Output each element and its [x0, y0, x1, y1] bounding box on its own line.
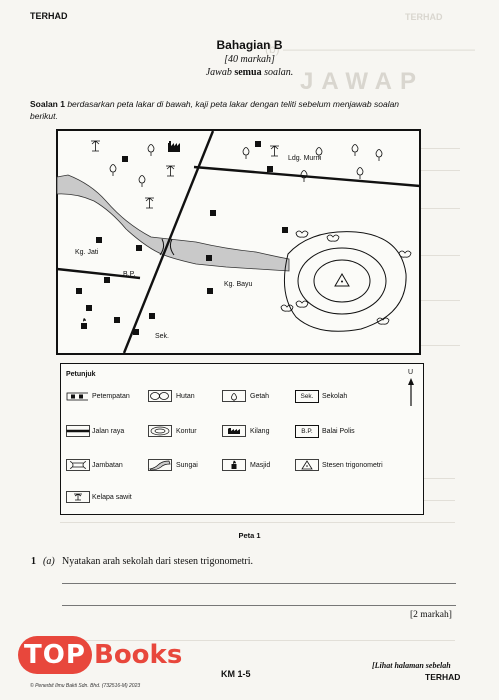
rubber-icon	[222, 390, 246, 402]
question-intro-line1: berdasarkan peta lakar di bawah, kaji peta lakar dengan teliti sebelum menjawab soalan	[64, 99, 400, 109]
legend-label-jambatan: Jambatan	[92, 462, 123, 469]
logo-books-text: Books	[94, 640, 183, 670]
bp-icon: B.P.	[295, 425, 319, 438]
legend-label-kontur: Kontur	[176, 428, 197, 435]
page-code: KM 1-5	[221, 669, 251, 679]
north-label: U	[408, 369, 414, 376]
q1-part: (a)	[43, 556, 55, 567]
instruction-bold: semua	[234, 67, 262, 78]
q1-number: 1	[31, 556, 36, 567]
legend-label-sungai: Sungai	[176, 462, 198, 469]
label-bp: B.P.	[123, 271, 136, 278]
instruction-prefix: Jawab	[205, 67, 235, 78]
label-ldg-murni: Ldg. Murni	[288, 155, 322, 162]
legend-title: Petunjuk	[66, 371, 96, 378]
question-label: Soalan 1	[30, 99, 65, 109]
palm-icon	[66, 491, 90, 503]
next-page-note: [Lihat halaman sebelah	[372, 661, 451, 670]
topbooks-logo	[18, 634, 188, 680]
legend-label-jalan-raya: Jalan raya	[92, 428, 125, 435]
q1-marks: [2 markah]	[410, 610, 452, 620]
logo-top-badge: TOP	[18, 636, 92, 674]
publisher-credit: © Penerbit Ilmu Bakti Sdn. Bhd. (732516-M) 2023	[30, 683, 141, 689]
header-label: TERHAD	[30, 11, 68, 21]
answer-line-1[interactable]	[62, 583, 456, 584]
footer-label: TERHAD	[425, 672, 461, 682]
section-title: Bahagian B	[216, 38, 283, 52]
q1-text: Nyatakan arah sekolah dari stesen trigonometri.	[62, 556, 254, 567]
legend-label-balai-polis: Balai Polis	[322, 428, 355, 435]
settlement-icon	[66, 391, 88, 401]
sek-icon: Sek.	[295, 390, 319, 403]
section-instruction	[0, 67, 499, 78]
map-caption: Peta 1	[238, 531, 261, 540]
label-sek: Sek.	[155, 333, 170, 340]
forest-icon	[148, 390, 172, 402]
trig-icon	[295, 459, 319, 471]
legend-label-petempatan: Petempatan	[92, 393, 130, 400]
instruction-suffix: soalan.	[261, 67, 294, 78]
bridge-icon	[66, 459, 90, 471]
sketch-map	[56, 129, 421, 355]
label-kg-jati: Kg. Jati	[75, 249, 99, 256]
mosque-icon	[222, 459, 246, 471]
north-arrow-icon	[405, 378, 417, 408]
legend-box	[60, 363, 424, 515]
question-intro-line2: berikut.	[30, 111, 58, 121]
legend-label-kelapa-sawit: Kelapa sawit	[92, 494, 132, 501]
contour-icon	[148, 425, 172, 437]
label-kg-bayu: Kg. Bayu	[224, 281, 253, 288]
legend-label-getah: Getah	[250, 393, 270, 400]
legend-label-stesen-trigonometri: Stesen trigonometri	[322, 462, 383, 469]
legend-label-sekolah: Sekolah	[322, 393, 348, 400]
road-icon	[66, 425, 90, 437]
factory-icon	[222, 425, 246, 437]
river-icon	[148, 459, 172, 471]
question-intro	[30, 98, 470, 122]
section-marks: [40 markah]	[224, 54, 275, 65]
answer-line-2[interactable]	[62, 605, 456, 606]
legend-label-hutan: Hutan	[176, 393, 195, 400]
legend-label-masjid: Masjid	[250, 462, 271, 469]
legend-label-kilang: Kilang	[250, 428, 270, 435]
